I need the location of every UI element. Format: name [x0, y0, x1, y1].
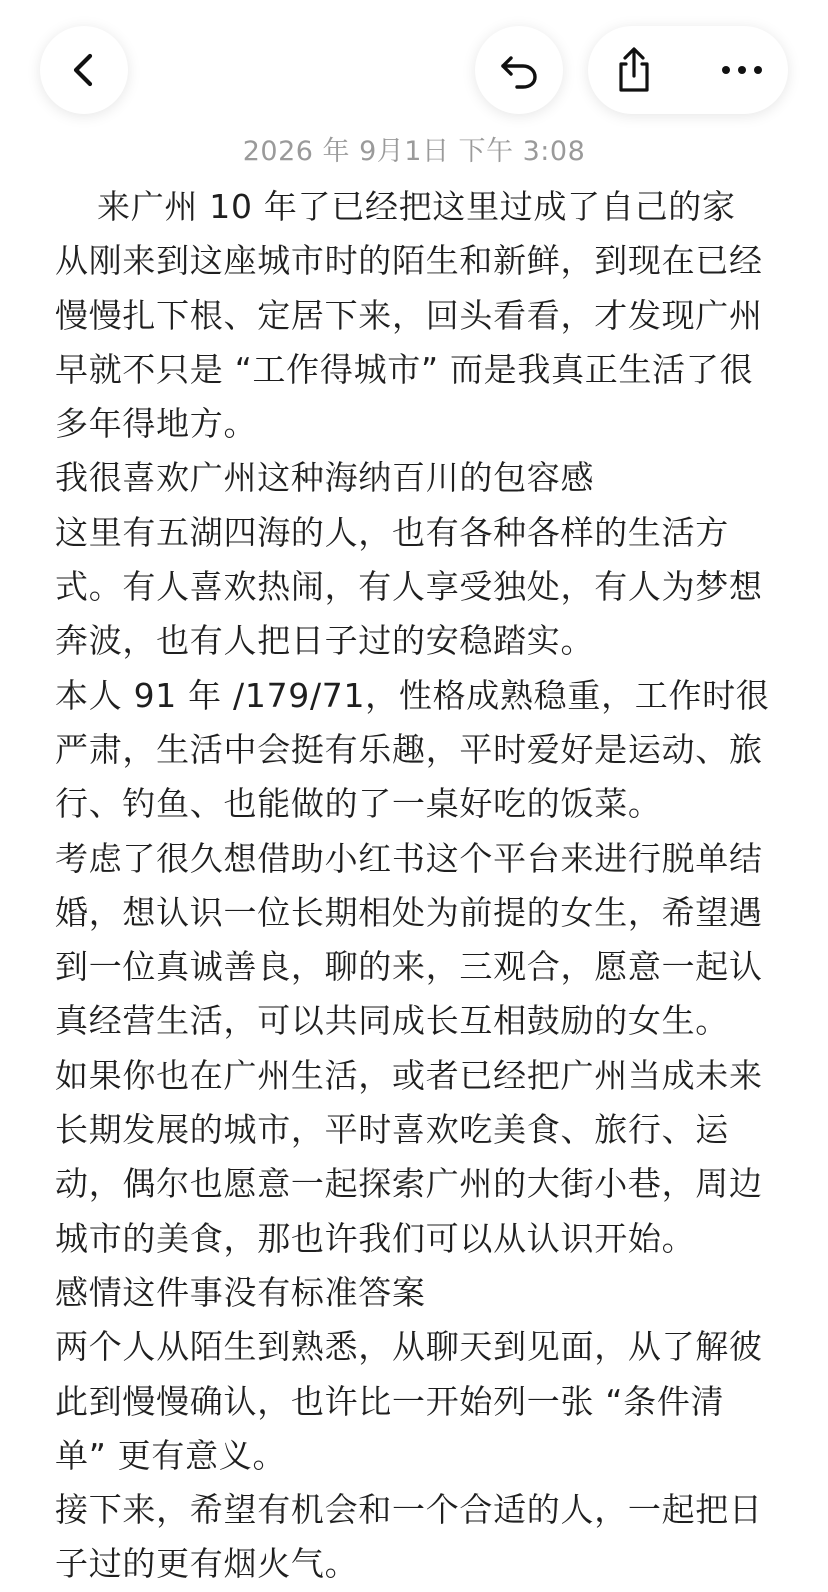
undo-button[interactable]: [475, 26, 563, 114]
note-paragraph: 我很喜欢广州这种海纳百川的包容感: [55, 458, 595, 498]
note-paragraph: 两个人从陌生到熟悉，从聊天到见面，从了解彼此到慢慢确认，也许比一开始列一张 “条件清单” 更有意义。: [55, 1327, 763, 1475]
undo-arrow-icon: [497, 48, 541, 92]
share-icon: [611, 46, 657, 94]
note-body[interactable]: [55, 180, 775, 1592]
note-paragraph: 本人 91 年 /179/71，性格成熟稳重，工作时很严肃，生活中会挺有乐趣，平时爱好是运动、旅行、钓鱼、也能做的了一桌好吃的饭菜。: [55, 675, 770, 824]
actions-pill: [588, 26, 788, 114]
note-paragraph: 如果你也在广州生活，或者已经把广州当成未来长期发展的城市，平时喜欢吃美食、旅行、运动，偶尔也愿意一起探索广州的大街小巷，周边城市的美食，那也许我们可以从认识开始。: [55, 1055, 763, 1258]
note-paragraph: 感情这件事没有标准答案: [55, 1272, 426, 1312]
note-paragraph: 来广州 10 年了已经把这里过成了自己的家: [97, 187, 736, 226]
chevron-left-icon: [64, 50, 104, 90]
back-button[interactable]: [40, 26, 128, 114]
more-options-button[interactable]: [696, 26, 788, 114]
note-paragraph: 从刚来到这座城市时的陌生和新鲜，到现在已经慢慢扎下根、定居下来，回头看看，才发现广州早就不只是 “工作得城市” 而是我真正生活了很多年得地方。: [55, 241, 763, 444]
note-paragraph: 这里有五湖四海的人，也有各种各样的生活方式。有人喜欢热闹，有人享受独处，有人为梦想奔波，也有人把日子过的安稳踏实。: [55, 512, 763, 661]
note-paragraph: 接下来，希望有机会和一个合适的人，一起把日子过的更有烟火气。: [55, 1490, 763, 1584]
more-horizontal-icon: [720, 64, 764, 76]
note-paragraph: 考虑了很久想借助小红书这个平台来进行脱单结婚，想认识一位长期相处为前提的女生，希望遇到一位真诚善良，聊的来，三观合，愿意一起认真经营生活，可以共同成长互相鼓励的女生。: [55, 838, 763, 1041]
note-toolbar: [0, 0, 828, 130]
note-timestamp: 2026 年 9月1日 下午 3:08: [242, 136, 586, 167]
share-button[interactable]: [588, 26, 680, 114]
